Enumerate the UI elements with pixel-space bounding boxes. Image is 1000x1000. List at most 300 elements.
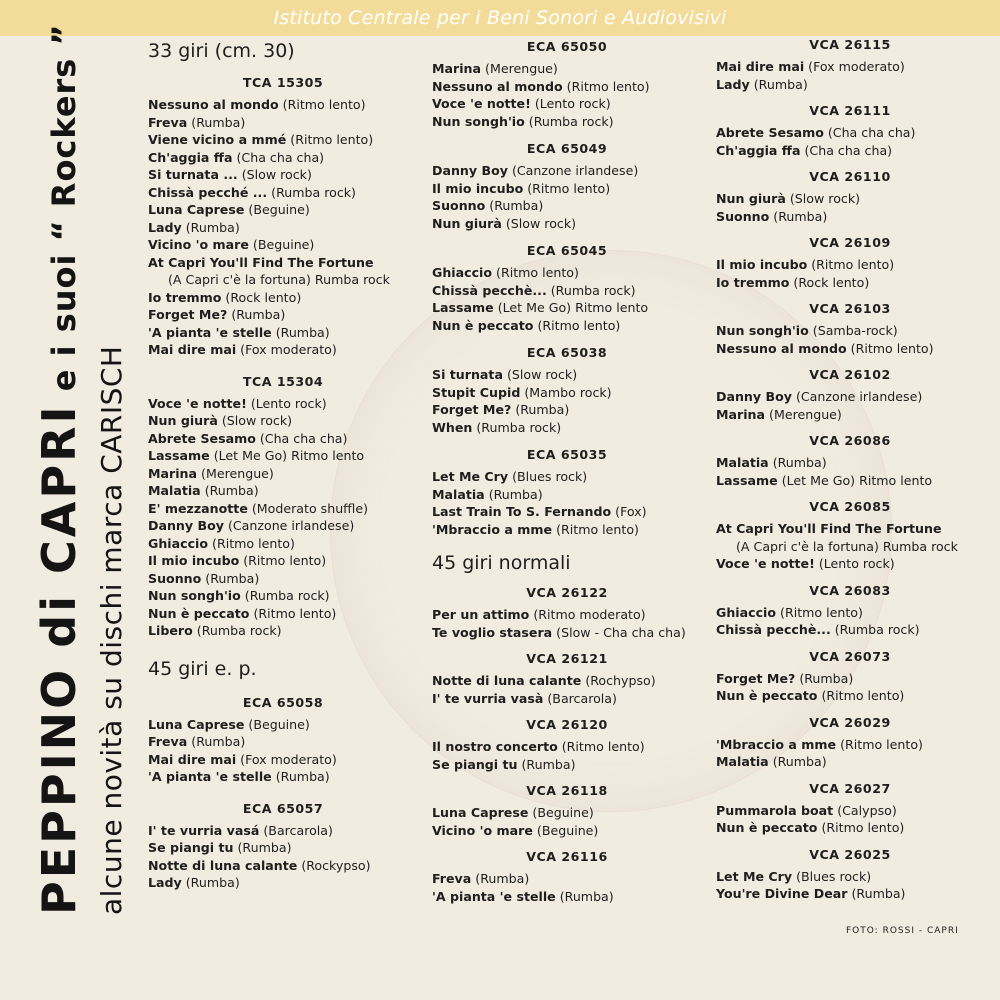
catalog-number: ECA 65035 <box>526 447 608 462</box>
track-line <box>716 406 984 424</box>
track-title: Chissà pecché ... <box>148 184 268 200</box>
track-line <box>148 96 418 114</box>
track-style: (Ritmo lento) <box>566 78 650 94</box>
track-line <box>148 254 418 272</box>
track-line <box>716 190 984 208</box>
track-line <box>716 736 984 754</box>
track-line <box>148 733 418 751</box>
track-line <box>148 131 418 149</box>
track-style: (Ritmo lento) <box>840 736 923 752</box>
track-title: Ch'aggia ffa <box>148 149 233 165</box>
track-title: Voce 'e notte! <box>432 96 531 111</box>
catalog-number: VCA 26109 <box>809 235 891 250</box>
track-style: (Ritmo lento) <box>561 739 645 754</box>
track-title: Nun songh'io <box>432 113 525 129</box>
track-style: (Merengue) <box>769 406 842 422</box>
track-title: Freva <box>432 871 472 886</box>
photo-credit: FOTO: ROSSI - CAPRI <box>846 926 959 936</box>
track-line <box>432 401 702 419</box>
track-line <box>148 412 418 430</box>
track-line <box>148 236 418 254</box>
catalog-group <box>716 234 984 291</box>
track-line <box>432 624 702 642</box>
track-line <box>432 503 702 521</box>
track-title: Nun giurà <box>148 413 218 428</box>
track-style: (Blues rock) <box>512 469 588 484</box>
track-style: (Ritmo lento) <box>282 97 366 112</box>
catalog-number: VCA 26116 <box>526 849 608 864</box>
track-line <box>432 60 702 78</box>
track-style: (Ritmo lento) <box>850 340 934 356</box>
track-title: Pummarola boat <box>716 802 834 818</box>
track-line <box>148 751 418 769</box>
track-line <box>716 274 984 292</box>
track-title: Viene vicino a mmé <box>148 132 287 147</box>
track-line <box>716 868 984 886</box>
track-line <box>432 521 702 539</box>
track-style: (Slow - Cha cha cha) <box>556 624 686 640</box>
track-style: (Calypso) <box>837 802 897 818</box>
catalog-group <box>432 242 702 334</box>
column-1 <box>148 40 418 892</box>
catalog-group <box>148 74 418 359</box>
catalog-group <box>716 846 984 903</box>
track-line <box>148 465 418 483</box>
track-title: Nun giurà <box>716 191 786 206</box>
catalog-number: VCA 26027 <box>809 780 891 796</box>
track-style: (A Capri c'è la fortuna) Rumba rock <box>736 538 958 554</box>
track-title: Nessuno al mondo <box>148 97 279 112</box>
track-line <box>148 324 418 342</box>
track-title: Lassame <box>432 300 494 315</box>
track-line <box>716 322 984 340</box>
track-line <box>148 587 418 605</box>
track-title: Freva <box>148 114 188 130</box>
catalog-group <box>432 140 702 232</box>
track-line <box>148 306 418 324</box>
track-title: Danny Boy <box>432 163 508 178</box>
catalog-group <box>432 584 702 641</box>
catalog-number: VCA 26122 <box>526 585 608 600</box>
track-line <box>148 874 418 892</box>
archive-banner: Istituto Centrale per i Beni Sonori e Audiovisivi <box>0 0 1000 36</box>
catalog-number: ECA 65057 <box>242 800 324 816</box>
catalog-group <box>716 168 984 225</box>
catalog-number: VCA 26086 <box>809 433 891 448</box>
track-line <box>432 690 702 708</box>
track-line <box>716 340 984 358</box>
track-title: Voce 'e notte! <box>148 395 247 411</box>
track-style: (Slow rock) <box>506 367 578 382</box>
track-title: Malatia <box>148 483 201 498</box>
track-style: (Rumba) <box>488 486 543 502</box>
catalog-number: VCA 26115 <box>809 37 891 52</box>
track-line <box>148 447 418 465</box>
track-style: (Fox moderato) <box>240 751 337 767</box>
track-style: (Cha cha cha) <box>827 125 916 140</box>
track-line <box>716 454 984 472</box>
catalog-group <box>716 36 984 93</box>
catalog-number: VCA 26111 <box>809 103 891 118</box>
track-line <box>432 804 702 822</box>
track-line <box>716 819 984 837</box>
track-line <box>148 201 418 219</box>
track-style: (Rumba rock) <box>476 419 562 435</box>
catalog-number: ECA 65049 <box>526 141 608 156</box>
track-line <box>432 264 702 282</box>
track-title: Lady <box>148 219 182 235</box>
catalog-number: VCA 26025 <box>809 846 891 862</box>
track-title: Vicino 'o mare <box>432 822 533 838</box>
track-line <box>148 517 418 535</box>
track-style: (Ritmo lento) <box>527 180 611 196</box>
track-title: Se piangi tu <box>432 756 518 772</box>
track-line <box>432 870 702 888</box>
track-title: At Capri You'll Find The Fortune <box>148 254 374 270</box>
track-title: Ghiaccio <box>432 265 493 280</box>
track-style: (Rumba) <box>772 754 827 769</box>
catalog-group <box>148 373 418 640</box>
catalog-number: ECA 65038 <box>526 345 608 360</box>
track-line <box>432 215 702 233</box>
track-style: (Fox moderato) <box>240 342 337 357</box>
track-title: Luna Caprese <box>432 805 529 820</box>
track-title: Suonno <box>148 570 202 586</box>
track-style: (A Capri c'è la fortuna) Rumba rock <box>168 272 390 287</box>
catalog-group <box>716 102 984 159</box>
track-line <box>432 384 702 402</box>
catalog-group <box>716 432 984 489</box>
track-title: Nun è peccato <box>432 317 534 333</box>
track-style: (Rumba) <box>205 570 260 586</box>
track-line <box>716 58 984 76</box>
track-line <box>148 535 418 553</box>
track-style: (Rock lento) <box>793 274 870 290</box>
track-title: Nun è peccato <box>148 605 250 621</box>
track-line <box>432 162 702 180</box>
catalog-number: VCA 26120 <box>526 717 608 732</box>
track-title: Vicino 'o mare <box>148 237 249 252</box>
catalog-group <box>716 498 984 573</box>
track-title: Suonno <box>432 198 486 213</box>
track-line <box>148 166 418 184</box>
track-title: Se piangi tu <box>148 840 234 855</box>
track-title: Ghiaccio <box>148 535 209 551</box>
track-title: Nessuno al mondo <box>432 78 563 94</box>
catalog-groups-45-2 <box>716 36 984 903</box>
track-style: (Fox moderato) <box>808 59 905 74</box>
catalog-groups-ep-2 <box>432 38 702 538</box>
track-style: (Merengue) <box>485 61 558 76</box>
track-title: Suonno <box>716 208 770 224</box>
track-style: (Rumba) <box>204 483 259 498</box>
track-title: Abrete Sesamo <box>716 125 824 140</box>
track-title: Ghiaccio <box>716 604 777 620</box>
track-style: (Slow rock) <box>789 191 861 206</box>
catalog-group <box>432 848 702 905</box>
track-title: Danny Boy <box>148 518 224 533</box>
track-line <box>148 605 418 623</box>
catalog-number: ECA 65045 <box>526 243 608 258</box>
track-line <box>716 520 984 538</box>
catalog-group <box>148 800 418 892</box>
track-title: Malatia <box>432 486 485 502</box>
track-line <box>432 486 702 504</box>
track-title: 'Mbraccio a mme <box>432 521 553 537</box>
track-title: Per un attimo <box>432 607 530 622</box>
track-style: (Rumba rock) <box>528 113 614 129</box>
track-line <box>148 341 418 359</box>
track-title: I' te vurria vasà <box>432 690 544 706</box>
track-title: Voce 'e notte! <box>716 556 815 571</box>
track-line <box>148 570 418 588</box>
catalog-number: VCA 26102 <box>809 367 891 382</box>
catalog-group <box>716 582 984 639</box>
track-line <box>432 366 702 384</box>
track-line <box>432 299 702 317</box>
track-line <box>148 857 418 875</box>
track-title: Forget Me? <box>716 670 796 686</box>
track-title: Malatia <box>716 754 769 769</box>
track-title: Forget Me? <box>432 402 512 417</box>
track-title: Ch'aggia ffa <box>716 142 801 158</box>
track-style: (Barcarola) <box>263 822 333 838</box>
track-line <box>432 317 702 335</box>
track-title: Il mio incubo <box>716 257 808 272</box>
catalog-groups-45 <box>432 584 702 905</box>
track-title: Nun è peccato <box>716 688 818 703</box>
track-line <box>716 885 984 903</box>
track-style: (Ritmo lento) <box>537 317 621 333</box>
catalog-group <box>148 694 418 786</box>
track-style: (Rumba) <box>185 219 240 235</box>
catalog-number: VCA 26073 <box>809 648 891 664</box>
track-title: Mai dire mai <box>148 751 237 767</box>
track-style: (Rumba) <box>185 875 240 890</box>
track-style: (Let Me Go) Ritmo lento <box>497 300 649 315</box>
track-style: (Blues rock) <box>796 868 872 884</box>
track-style: (Moderato shuffle) <box>251 500 369 516</box>
track-style: (Rumba) <box>275 324 330 340</box>
track-style: (Beguine) <box>536 822 599 838</box>
track-line <box>148 430 418 448</box>
track-line <box>432 419 702 437</box>
track-line <box>432 672 702 690</box>
track-title: 'Mbraccio a mme <box>716 736 837 752</box>
track-style: (Ritmo lento) <box>496 265 579 280</box>
artist-suffix: e i suoi “ Rockers ” <box>45 23 83 404</box>
track-style: (Rumba rock) <box>244 588 330 603</box>
track-style: (Rumba) <box>489 198 544 213</box>
track-title: Chissà pecchè... <box>716 622 831 637</box>
track-style: (Rochypso) <box>585 673 656 688</box>
track-style: (Rumba) <box>191 734 246 749</box>
track-title: Mai dire mai <box>716 59 805 74</box>
track-style: (Ritmo lento) <box>212 535 295 551</box>
track-line <box>432 95 702 113</box>
track-title: Forget Me? <box>148 307 228 322</box>
track-line <box>148 184 418 202</box>
track-line <box>148 822 418 840</box>
track-line <box>148 395 418 413</box>
track-style: (Rockypso) <box>301 857 371 873</box>
track-title: Si turnata <box>432 367 503 382</box>
track-line <box>432 756 702 774</box>
track-line <box>716 687 984 705</box>
catalog-number: ECA 65058 <box>242 694 324 710</box>
column-3 <box>716 36 984 903</box>
catalog-group <box>432 716 702 773</box>
catalog-group <box>716 366 984 423</box>
track-line <box>716 802 984 820</box>
track-title: Lassame <box>716 472 778 488</box>
track-style: (Ritmo lento) <box>821 820 905 835</box>
track-line <box>716 472 984 490</box>
track-line <box>432 78 702 96</box>
track-line <box>432 113 702 131</box>
track-title: Let Me Cry <box>716 868 793 884</box>
track-style: (Ritmo lento) <box>811 257 895 272</box>
artist-title <box>30 23 93 915</box>
track-style: (Ritmo lento) <box>243 553 327 568</box>
vertical-title <box>30 23 131 915</box>
track-line <box>148 482 418 500</box>
track-line <box>716 604 984 622</box>
track-style: (Lento rock) <box>250 395 327 411</box>
track-line <box>716 208 984 226</box>
track-title: Nun songh'io <box>148 588 241 603</box>
track-style: (Merengue) <box>201 465 274 481</box>
track-style: (Canzone irlandese) <box>795 389 923 404</box>
catalog-number: ECA 65050 <box>526 39 608 54</box>
track-line <box>432 180 702 198</box>
track-title: Danny Boy <box>716 389 792 404</box>
track-title: Libero <box>148 623 193 638</box>
track-style: (Rumba) <box>237 840 292 855</box>
track-style: (Rumba) <box>851 886 906 901</box>
track-title: When <box>432 419 473 435</box>
catalog-group <box>716 780 984 837</box>
track-line <box>432 738 702 756</box>
track-title: Let Me Cry <box>432 469 509 484</box>
track-title: Marina <box>432 61 482 76</box>
catalog-number: VCA 26085 <box>809 499 891 514</box>
track-line <box>432 606 702 624</box>
track-style: (Rumba) <box>772 455 827 470</box>
track-title: Marina <box>716 406 766 422</box>
catalog-groups-33 <box>148 74 418 640</box>
catalog-group <box>432 650 702 707</box>
track-title: E' mezzanotte <box>148 500 248 516</box>
track-style: (Rumba) <box>475 871 530 886</box>
track-line <box>432 888 702 906</box>
track-title: Il mio incubo <box>432 180 524 196</box>
catalog-number: VCA 26103 <box>809 301 891 316</box>
track-line <box>716 142 984 160</box>
track-line <box>716 555 984 573</box>
track-line <box>148 839 418 857</box>
track-line <box>432 822 702 840</box>
track-line <box>716 538 984 556</box>
track-line <box>432 282 702 300</box>
catalog-number: VCA 26083 <box>809 582 891 598</box>
catalog-number: TCA 15304 <box>242 373 324 389</box>
track-line <box>148 500 418 518</box>
track-title: Nun è peccato <box>716 820 818 835</box>
track-title: Luna Caprese <box>148 202 245 217</box>
track-style: (Slow rock) <box>241 167 312 182</box>
track-style: (Rumba rock) <box>271 184 356 200</box>
track-style: (Rumba) <box>191 114 246 130</box>
track-title: Te voglio stasera <box>432 624 553 640</box>
catalog-number: VCA 26121 <box>526 651 608 666</box>
label-subtitle: alcune novità su dischi marca CARISCH <box>95 345 128 915</box>
track-title: Il nostro concerto <box>432 739 558 754</box>
track-style: (Beguine) <box>532 805 594 820</box>
catalog-group <box>716 714 984 771</box>
track-title: Abrete Sesamo <box>148 430 256 446</box>
catalog-group <box>432 344 702 436</box>
track-line <box>148 271 418 289</box>
track-title: Stupit Cupid <box>432 384 521 400</box>
catalog-group <box>432 38 702 130</box>
catalog-group <box>716 648 984 705</box>
track-title: At Capri You'll Find The Fortune <box>716 521 942 536</box>
category-45-ep: 45 giri e. p. <box>148 657 257 680</box>
category-33-giri: 33 giri (cm. 30) <box>148 40 295 62</box>
track-line <box>148 622 418 640</box>
catalog-group <box>432 446 702 538</box>
track-title: Nun giurà <box>432 215 502 231</box>
track-title: Chissà pecchè... <box>432 282 547 298</box>
track-style: (Cha cha cha) <box>259 430 348 446</box>
track-title: 'A pianta 'e stelle <box>148 769 272 784</box>
track-line <box>148 114 418 132</box>
track-line <box>716 753 984 771</box>
track-title: Mai dire mai <box>148 342 237 357</box>
catalog-group <box>432 782 702 839</box>
track-line <box>148 149 418 167</box>
track-style: (Rumba) <box>559 888 614 904</box>
track-line <box>148 219 418 237</box>
catalog-group <box>716 300 984 357</box>
track-style: (Rumba) <box>515 402 570 417</box>
track-style: (Canzone irlandese) <box>511 163 639 178</box>
track-title: Last Train To S. Fernando <box>432 504 612 519</box>
track-style: (Rumba) <box>799 670 854 686</box>
track-style: (Barcarola) <box>547 690 617 706</box>
track-line <box>432 197 702 215</box>
track-title: 'A pianta 'e stelle <box>432 888 556 904</box>
track-style: (Rumba rock) <box>196 623 282 638</box>
track-style: (Beguine) <box>248 202 310 217</box>
track-line <box>148 768 418 786</box>
track-title: Luna Caprese <box>148 716 245 732</box>
track-line <box>432 468 702 486</box>
track-style: (Rumba) <box>753 76 808 92</box>
artist-name: PEPPINO di CAPRI <box>32 403 86 915</box>
track-title: Io tremmo <box>716 274 790 290</box>
track-line <box>716 76 984 94</box>
track-title: Malatia <box>716 455 769 470</box>
track-style: (Ritmo lento) <box>253 605 337 621</box>
track-title: Notte di luna calante <box>432 673 582 688</box>
track-title: You're Divine Dear <box>716 886 848 901</box>
track-title: Lassame <box>148 448 210 463</box>
catalog-groups-ep <box>148 694 418 892</box>
track-style: (Let Me Go) Ritmo lento <box>781 472 933 488</box>
track-style: (Fox) <box>615 504 647 519</box>
